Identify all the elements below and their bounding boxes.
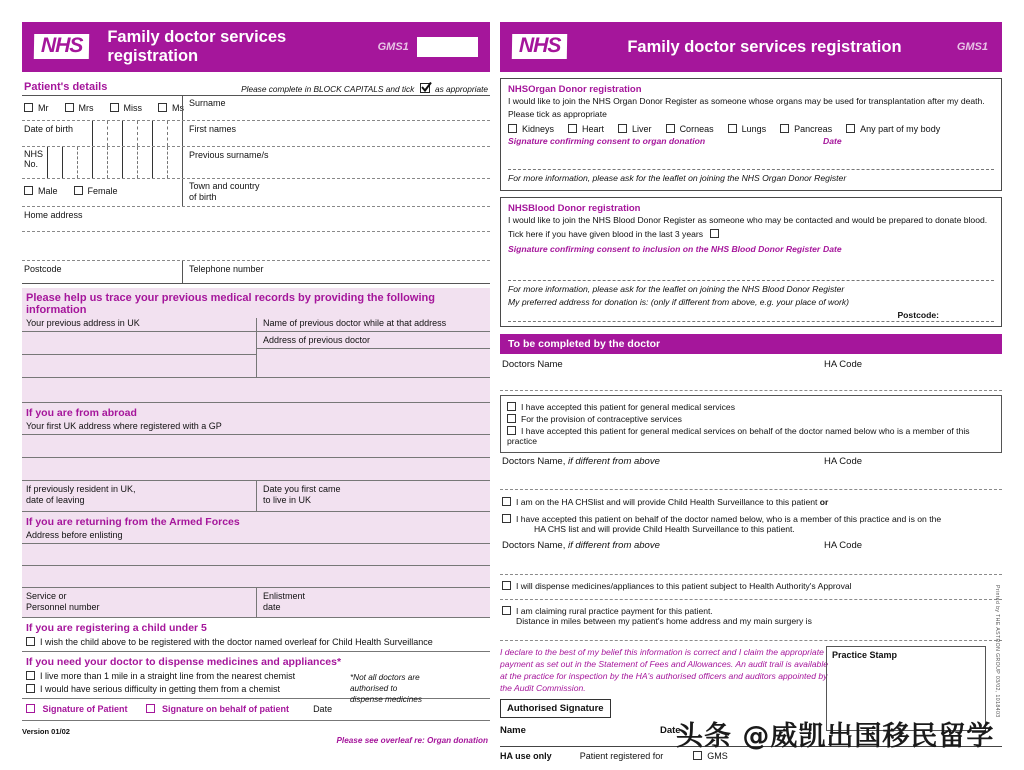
- sex-male[interactable]: [24, 186, 58, 196]
- declaration-text: I declare to the best of my belief this information is correct and I claim the appropriate payment as set out in the Statement of Fees and Allowances. An audit trail is available at the practice for inspection by the HA's authorised officers and auditors appointed by the Audit Commission.: [500, 647, 829, 694]
- right-header-bar: [500, 22, 1002, 72]
- organ-donor-title-nhs: NHS: [508, 84, 529, 95]
- blood-given-row[interactable]: [508, 229, 994, 241]
- organ-signature-label: Signature confirming consent to organ donation: [508, 136, 706, 147]
- organ-signature-row[interactable]: [508, 136, 994, 149]
- from-abroad-section: [22, 402, 490, 512]
- checkbox-pancreas[interactable]: [780, 124, 789, 133]
- checkbox-chs-on-behalf[interactable]: [502, 514, 511, 523]
- checkbox-kidneys[interactable]: [508, 124, 517, 133]
- patient-details-grid: [22, 95, 490, 284]
- watermark-overlay: 头条 @威凯出国移民留学: [676, 721, 995, 752]
- checkbox-chs-list[interactable]: [502, 497, 511, 506]
- blood-signature-label: Signature confirming consent to inclusion on the NHS Blood Donor Register: [508, 243, 821, 254]
- sex-checkbox-group: [22, 179, 182, 203]
- ha-gms-label: GMS: [707, 751, 728, 762]
- checkbox-blood-given-3-years[interactable]: [710, 229, 719, 238]
- dispensing-footnote: [350, 672, 446, 705]
- overleaf-note: Please see overleaf re: Organ donation: [336, 736, 488, 745]
- checkbox-child-surveillance[interactable]: [26, 637, 35, 646]
- dispense-option-1-label: I live more than 1 mile in a straight line from the nearest chemist: [40, 671, 296, 681]
- armed-forces-heading: If you are returning from the Armed Forces: [26, 515, 240, 528]
- surname-field[interactable]: [182, 96, 490, 120]
- service-number-field[interactable]: [22, 588, 256, 618]
- resident-dates-row: [22, 481, 490, 511]
- page-title-right: Family doctor services registration: [627, 37, 902, 56]
- dispensing-footnote-line2: authorised to: [350, 684, 398, 694]
- rural-practice-statement[interactable]: [500, 606, 1002, 626]
- organ-option-heart[interactable]: [568, 124, 604, 134]
- organ-option-liver[interactable]: [618, 124, 652, 134]
- checkbox-any-part[interactable]: [846, 124, 855, 133]
- right-column: [500, 22, 1002, 761]
- child-under-5-section: [22, 618, 490, 652]
- dob-label: Date of birth: [24, 124, 74, 134]
- previous-surnames-label: Previous surname/s: [189, 150, 269, 160]
- child-surveillance-option[interactable]: [22, 636, 490, 651]
- doctors-name-diff-text: Doctors Name,: [502, 456, 566, 468]
- chs-statement-1-label: I am on the HA CHSlist and will provide Child Health Surveillance to this patient: [516, 497, 818, 508]
- town-country-birth-field[interactable]: [182, 179, 490, 206]
- first-uk-address-label: Your first UK address where registered with a GP: [26, 421, 222, 431]
- patient-details-heading-row: [22, 77, 490, 95]
- patient-registered-for-label: Patient registered for: [579, 751, 664, 762]
- trace-records-section: [22, 288, 490, 402]
- first-uk-address-input-2[interactable]: [22, 458, 490, 480]
- blood-postcode-rule: [508, 321, 994, 322]
- blood-preferred-address: My preferred address for donation is: (only if different from above, e.g. your place of work): [508, 296, 850, 307]
- left-footer: [22, 727, 490, 757]
- declaration-date-label: Date: [660, 725, 681, 737]
- blood-signature-input[interactable]: [508, 258, 994, 276]
- service-number-label-line1: Service or: [26, 590, 67, 601]
- patient-signature-rule: [22, 720, 490, 721]
- organ-option-liver-label: Liver: [632, 124, 652, 135]
- armed-forces-section: [22, 512, 490, 619]
- organ-option-heart-label: Heart: [582, 124, 605, 135]
- left-header-bar: [22, 22, 490, 72]
- checkbox-ms[interactable]: [158, 103, 167, 112]
- nhs-logo: NHS: [34, 34, 90, 59]
- blood-donor-paragraph-1: I would like to join the NHS Blood Donor Register as someone who may be contacted and would be prepared to donate blood.: [508, 214, 988, 225]
- chs-statement-2-line2: HA CHS list and will provide Child Health Surveillance to this patient.: [534, 524, 795, 535]
- gms-code-label: GMS1: [377, 41, 409, 53]
- title-mr[interactable]: [24, 103, 49, 113]
- organ-donor-paragraph-1: I would like to join the NHS Organ Donor Register as someone whose organs may be used for transplantation after my death.: [508, 96, 985, 106]
- previous-doctor-name-label: Name of previous doctor while at that address: [263, 318, 447, 328]
- rural-practice-line2: Distance in miles between my patient's home address and my main surgery is: [516, 616, 812, 627]
- enlistment-date-field[interactable]: [256, 588, 490, 618]
- checkbox-lungs[interactable]: [728, 124, 737, 133]
- rural-practice-rule: [500, 640, 1002, 641]
- signature-on-behalf[interactable]: [146, 704, 290, 714]
- patient-details-title: Patient's details: [24, 81, 108, 93]
- blood-box-inner-rule: [508, 280, 994, 281]
- organ-option-lungs[interactable]: [728, 124, 767, 134]
- nhs-logo-right: NHS: [512, 34, 568, 59]
- checkbox-male[interactable]: [24, 186, 33, 195]
- blood-postcode-label: Postcode:: [894, 310, 942, 320]
- trace-records-heading: Please help us trace your previous medical records by providing the following information: [26, 292, 435, 316]
- title-mrs-label: Mrs: [78, 103, 94, 113]
- previous-doctor-column: [256, 318, 490, 377]
- doctors-name-rule-2: [500, 489, 1002, 490]
- patient-signature-date-label: Date: [313, 704, 333, 714]
- organ-date-label: Date: [823, 136, 842, 147]
- organ-donor-title-rest: Organ Donor registration: [528, 84, 642, 95]
- blood-donor-box: [500, 197, 1002, 327]
- checkbox-accepted-gms[interactable]: [507, 402, 516, 411]
- enlistment-date-label-line1: Enlistment: [263, 590, 306, 601]
- doctor-statement-3[interactable]: [507, 426, 995, 446]
- form-version: Version 01/02: [22, 727, 70, 736]
- doctors-name-label-2: [502, 456, 660, 467]
- patient-grid-bottom-rule: [22, 283, 490, 284]
- previous-surnames-field[interactable]: [182, 147, 490, 178]
- doctors-name-input-2[interactable]: [500, 473, 1002, 489]
- blood-given-label: Tick here if you have given blood in the last 3 years: [508, 229, 704, 240]
- instruction-text: Please complete in BLOCK CAPITALS and tick: [241, 84, 415, 94]
- doctor-statement-3-label: I have accepted this patient for general medical services on behalf of the doctor named below who is a member of this practice: [507, 426, 970, 447]
- practice-stamp-label: Practice Stamp: [832, 650, 898, 661]
- ha-use-only-label: HA use only: [500, 751, 552, 762]
- organ-option-pancreas-label: Pancreas: [794, 124, 833, 135]
- previous-resident-label-line1: If previously resident in UK,: [26, 484, 136, 494]
- service-number-label-line2: Personnel number: [26, 601, 100, 612]
- date-first-came-label-line2: to live in UK: [263, 495, 312, 506]
- title-mrs[interactable]: [65, 103, 94, 113]
- doctor-statement-1-label: I have accepted this patient for general medical services: [521, 402, 736, 413]
- doctor-statement-2[interactable]: [507, 414, 995, 424]
- address-before-enlisting-label: Address before enlisting: [26, 529, 123, 540]
- doctors-name-diff-italic: if different from above: [568, 456, 660, 468]
- title-mr-label: Mr: [38, 103, 49, 113]
- organ-signature-input[interactable]: [508, 149, 994, 165]
- checkbox-dispense-distance[interactable]: [26, 671, 35, 680]
- organ-donor-title: [508, 84, 994, 95]
- ha-code-label-3: HA Code: [824, 540, 863, 552]
- child-under-5-heading: If you are registering a child under 5: [26, 622, 207, 634]
- checkbox-accepted-on-behalf[interactable]: [507, 426, 516, 435]
- signature-of-patient[interactable]: [26, 704, 128, 714]
- title-ms-label: Ms: [172, 103, 184, 113]
- block-capitals-instruction: [241, 83, 488, 94]
- from-abroad-heading: If you are from abroad: [26, 407, 137, 419]
- chs-statement-2-line1: I have accepted this patient on behalf of the doctor named below, who is a member of this practice and is on the: [516, 514, 942, 525]
- dob-field[interactable]: [22, 121, 182, 146]
- checkbox-signature-behalf[interactable]: [146, 704, 155, 713]
- telephone-label: Telephone number: [189, 264, 264, 274]
- checkbox-miss[interactable]: [110, 103, 119, 112]
- organ-option-corneas-label: Corneas: [679, 124, 714, 135]
- blood-signature-row[interactable]: [508, 244, 994, 258]
- doctor-statements-box: [500, 395, 1002, 453]
- home-address-label: Home address: [24, 210, 83, 220]
- instruction-tail-text: as appropriate: [434, 84, 488, 94]
- doctors-name-diff-text-3: Doctors Name,: [502, 540, 566, 552]
- previous-address-input-1[interactable]: [22, 332, 256, 354]
- signature-on-behalf-label: Signature on behalf of patient: [162, 704, 290, 714]
- organ-option-pancreas[interactable]: [780, 124, 832, 134]
- blood-donor-title-nhs: NHS: [508, 202, 529, 214]
- blood-date-label: Date: [823, 243, 842, 254]
- nhsno-prevsurname-row: [22, 147, 490, 179]
- doctor-dispense-statement[interactable]: [500, 581, 1002, 591]
- dispensing-footnote-line3: dispense medicines: [350, 695, 422, 705]
- date-first-came-field[interactable]: [256, 481, 490, 511]
- gms-code-label-right: GMS1: [956, 41, 988, 53]
- date-first-came-label-line1: Date you first came: [263, 484, 341, 494]
- doctor-statement-1[interactable]: [507, 402, 995, 412]
- organ-option-any-part-label: Any part of my body: [860, 124, 941, 135]
- blood-more-info: For more information, please ask for the leaflet on joining the NHS Blood Donor Register: [508, 283, 845, 294]
- ha-code-label-2: HA Code: [824, 456, 863, 468]
- organ-option-lungs-label: Lungs: [741, 124, 767, 135]
- town-country-label-line1: Town and country: [189, 181, 260, 191]
- blood-donor-title-rest: Blood Donor registration: [528, 202, 641, 214]
- doctors-name-row-1[interactable]: [500, 354, 1002, 376]
- organ-option-kidneys[interactable]: [508, 124, 554, 134]
- blood-donor-title: [508, 203, 994, 214]
- signature-of-patient-label: Signature of Patient: [42, 704, 128, 714]
- nhs-no-label-line1: NHS: [24, 149, 44, 159]
- organ-option-kidneys-label: Kidneys: [522, 124, 555, 135]
- dispensing-heading: If you need your doctor to dispense medicines and appliances*: [26, 656, 342, 668]
- organ-box-inner-rule: [508, 169, 994, 170]
- dispensing-footnote-line1: *Not all doctors are: [350, 673, 420, 682]
- gms-reference-input[interactable]: [417, 37, 478, 57]
- checkbox-rural-practice[interactable]: [502, 606, 511, 615]
- child-surveillance-label: I wish the child above to be registered with the doctor named overleaf for Child Health Surveillance: [40, 637, 433, 647]
- title-miss-label: Miss: [123, 103, 142, 113]
- organ-donor-options: [508, 124, 994, 134]
- chs-statement-2[interactable]: [502, 514, 1002, 534]
- doctor-dispense-rule: [500, 599, 1002, 600]
- doctor-dispense-statement-label: I will dispense medicines/appliances to this patient subject to Health Authority's Approval: [516, 581, 852, 592]
- chs-statement-1-or: or: [819, 497, 829, 508]
- enlisting-address-input-1[interactable]: [22, 544, 490, 565]
- organ-donor-paragraph-2: Please tick as appropriate: [508, 108, 607, 119]
- dob-firstnames-row: [22, 121, 490, 147]
- authorised-signature-button[interactable]: Authorised Signature: [500, 699, 611, 718]
- doctors-name-label-1: Doctors Name: [502, 359, 563, 371]
- page-title: Family doctor services registration: [107, 28, 287, 65]
- first-uk-address-input-1[interactable]: [22, 435, 490, 457]
- enlisting-address-input-2[interactable]: [22, 566, 490, 587]
- checkbox-heart[interactable]: [568, 124, 577, 133]
- ha-code-label-1: HA Code: [824, 359, 863, 371]
- organ-option-any-part[interactable]: [846, 124, 940, 134]
- sex-townbirth-row: [22, 179, 490, 207]
- doctors-name-input-1[interactable]: [500, 376, 1002, 390]
- doctors-name-rule-1: [500, 390, 1002, 391]
- previous-resident-label-line2: date of leaving: [26, 495, 85, 506]
- printer-credit: Printed by THE ASTRON GROUP 03/02, 1018403: [994, 584, 1000, 718]
- trace-section-spacer[interactable]: [22, 378, 490, 402]
- dob-character-boxes[interactable]: [92, 121, 182, 146]
- doctors-name-input-3[interactable]: [500, 558, 1002, 574]
- service-enlistment-row: [22, 588, 490, 618]
- doctor-section-bar: To be completed by the doctor: [500, 334, 1002, 354]
- organ-more-info: For more information, please ask for the leaflet on joining the NHS Organ Donor Register: [508, 173, 847, 184]
- home-address-line-2-space[interactable]: [22, 232, 490, 260]
- town-country-label-line2: of birth: [189, 191, 217, 202]
- checkbox-liver[interactable]: [618, 124, 627, 133]
- tick-example-icon: [420, 83, 430, 93]
- doctors-name-row-2[interactable]: [500, 453, 1002, 473]
- surname-label: Surname: [189, 98, 226, 108]
- checkbox-mrs[interactable]: [65, 103, 74, 112]
- previous-address-column: [22, 318, 256, 377]
- previous-address-input-2[interactable]: [22, 355, 256, 377]
- firstnames-label: First names: [189, 124, 237, 134]
- checkbox-female[interactable]: [74, 186, 83, 195]
- doctors-name-rule-3: [500, 574, 1002, 575]
- chs-statement-1[interactable]: [500, 497, 1002, 507]
- nhs-number-character-boxes[interactable]: [47, 147, 182, 178]
- checkbox-dispense-difficulty[interactable]: [26, 684, 35, 693]
- title-checkbox-group: [22, 96, 182, 120]
- sex-female-label: Female: [87, 186, 118, 196]
- postcode-telephone-row: [22, 261, 490, 283]
- checkbox-corneas[interactable]: [666, 124, 675, 133]
- previous-doctor-address-input[interactable]: [257, 349, 490, 367]
- postcode-field[interactable]: [22, 261, 182, 283]
- checkbox-contraceptive[interactable]: [507, 414, 516, 423]
- checkbox-doctor-dispense[interactable]: [502, 581, 511, 590]
- title-ms[interactable]: [158, 103, 184, 113]
- checkbox-signature-patient[interactable]: [26, 704, 35, 713]
- previous-resident-field[interactable]: [22, 481, 256, 511]
- dispense-option-2-label: I would have serious difficulty in getting them from a chemist: [40, 684, 280, 694]
- rural-practice-line1: I am claiming rural practice payment for this patient.: [516, 606, 713, 617]
- sex-male-label: Male: [38, 186, 58, 196]
- organ-option-corneas[interactable]: [666, 124, 714, 134]
- nhs-number-field[interactable]: [22, 147, 182, 178]
- checkbox-mr[interactable]: [24, 103, 33, 112]
- previous-doctor-address-label: Address of previous doctor: [263, 335, 371, 345]
- telephone-field[interactable]: [182, 261, 490, 283]
- doctors-name-label-3: [502, 540, 660, 551]
- organ-donor-box: [500, 78, 1002, 191]
- doctors-name-diff-italic-3: if different from above: [568, 540, 660, 552]
- doctor-statement-2-label: For the provision of contraceptive services: [521, 414, 682, 425]
- sex-female[interactable]: [74, 186, 118, 196]
- enlistment-date-label-line2: date: [263, 601, 281, 612]
- firstnames-field[interactable]: [182, 121, 490, 146]
- postcode-label: Postcode: [24, 264, 62, 274]
- nhs-no-label-line2: No.: [24, 159, 39, 170]
- left-column: [22, 22, 490, 757]
- declaration-name-label: Name: [500, 725, 526, 737]
- home-address-field[interactable]: [22, 207, 490, 231]
- title-miss[interactable]: [110, 103, 143, 113]
- dispensing-section: [22, 652, 490, 705]
- previous-address-label: Your previous address in UK: [26, 318, 140, 328]
- title-surname-row: [22, 96, 490, 121]
- doctors-name-row-3[interactable]: [500, 538, 1002, 558]
